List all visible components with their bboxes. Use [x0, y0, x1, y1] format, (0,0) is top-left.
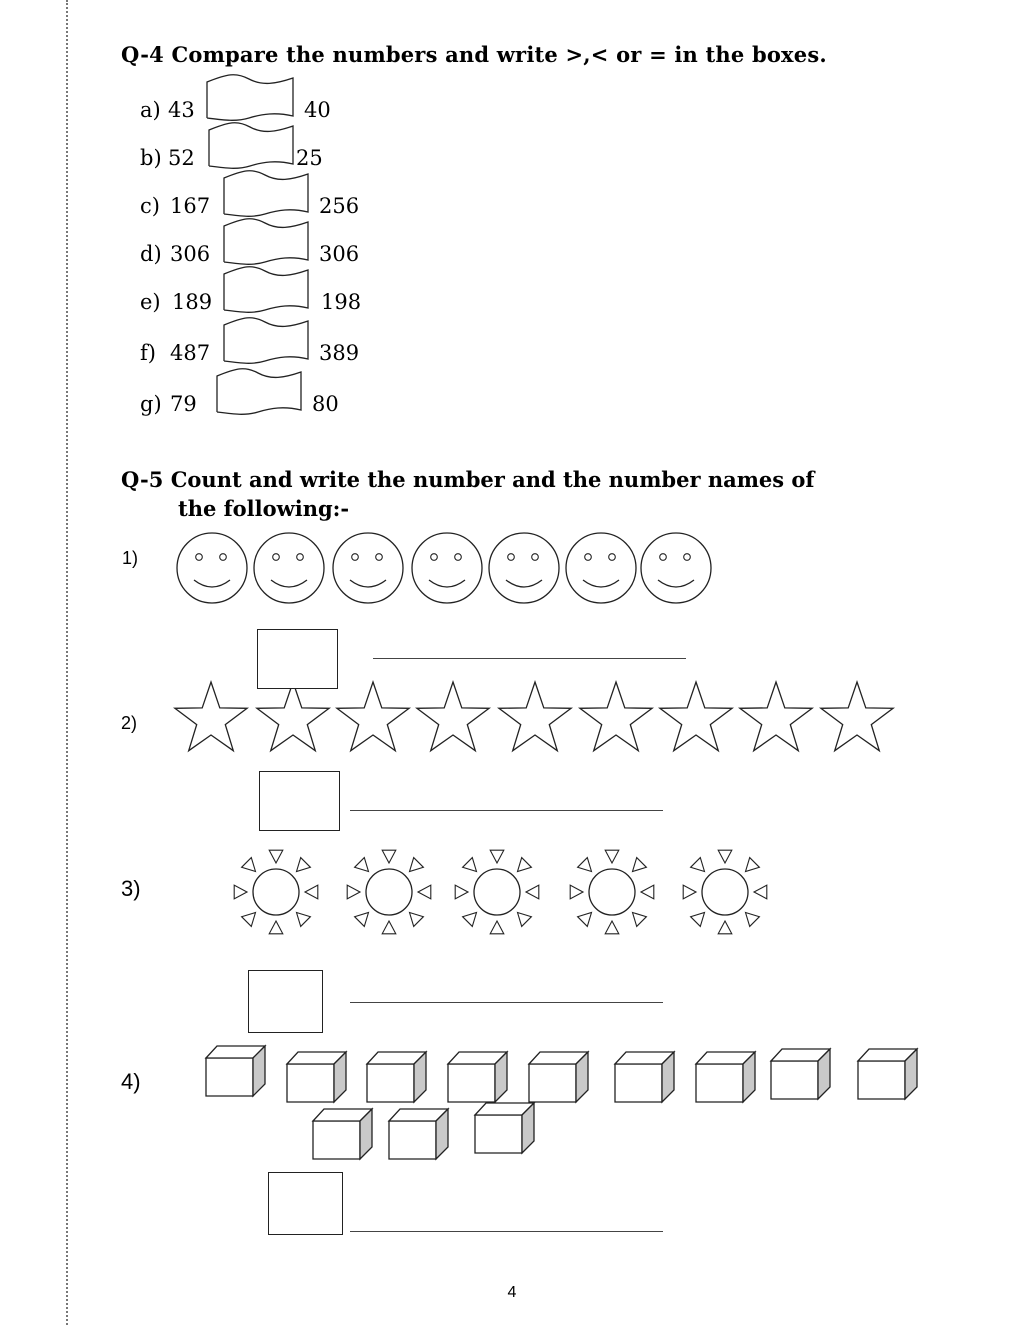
q4-right-number: 306: [319, 242, 360, 266]
q4-title: Q-4 Compare the numbers and write >,< or = in the boxes.: [121, 42, 827, 67]
answer-box-4[interactable]: [268, 1172, 343, 1235]
q5-title-line1: Q-5 Count and write the number and the number names of: [121, 467, 815, 492]
answer-line-3[interactable]: [350, 1002, 663, 1003]
sun-icon: [675, 845, 775, 941]
cube-icon: [614, 1050, 678, 1106]
star-icon: [333, 681, 413, 753]
star-icon: [495, 681, 575, 753]
q5-title-line2: the following:-: [178, 496, 350, 521]
answer-box-1[interactable]: [257, 629, 338, 689]
smiley-face-icon: [252, 530, 326, 606]
q4-right-number: 25: [296, 146, 323, 170]
q5-item-3-label: 3): [121, 876, 141, 901]
cube-icon: [528, 1050, 592, 1106]
star-icon: [656, 681, 736, 753]
compare-answer-box[interactable]: [222, 266, 312, 316]
q4-right-number: 80: [312, 392, 339, 416]
cube-icon: [695, 1050, 759, 1106]
cube-icon: [388, 1107, 452, 1163]
q4-item-label: c): [140, 194, 160, 218]
q4-left-number: 306: [170, 242, 211, 266]
compare-answer-box[interactable]: [205, 74, 297, 124]
page-number: 4: [507, 1284, 517, 1301]
answer-box-2[interactable]: [259, 771, 340, 831]
q5-item-4-label: 4): [121, 1069, 141, 1094]
cube-icon: [447, 1050, 511, 1106]
cube-icon: [366, 1050, 430, 1106]
smiley-face-icon: [487, 530, 561, 606]
smiley-face-icon: [410, 530, 484, 606]
sun-icon: [562, 845, 662, 941]
star-icon: [171, 681, 251, 753]
cube-icon: [857, 1047, 921, 1103]
q4-right-number: 198: [321, 290, 362, 314]
q4-item-label: f): [140, 341, 156, 365]
q4-left-number: 167: [170, 194, 211, 218]
q4-left-number: 487: [170, 341, 211, 365]
smiley-face-icon: [175, 530, 249, 606]
q4-right-number: 256: [319, 194, 360, 218]
margin-dotted-line: [66, 0, 68, 1325]
smiley-face-icon: [564, 530, 638, 606]
compare-answer-box[interactable]: [207, 122, 297, 172]
q4-item-label: a): [140, 98, 161, 122]
answer-line-1[interactable]: [373, 658, 686, 659]
q5-item-1-label: 1): [122, 548, 139, 568]
smiley-face-icon: [331, 530, 405, 606]
answer-line-4[interactable]: [350, 1231, 663, 1232]
q4-left-number: 79: [170, 392, 197, 416]
cube-icon: [286, 1050, 350, 1106]
q4-right-number: 389: [319, 341, 360, 365]
q4-item-label: b): [140, 146, 162, 170]
compare-answer-box[interactable]: [215, 368, 305, 418]
q4-left-number: 189: [172, 290, 213, 314]
smiley-face-icon: [639, 530, 713, 606]
compare-answer-box[interactable]: [222, 218, 312, 268]
sun-icon: [447, 845, 547, 941]
q4-left-number: 52: [168, 146, 195, 170]
q4-item-label: g): [140, 392, 162, 416]
compare-answer-box[interactable]: [222, 170, 312, 220]
star-icon: [736, 681, 816, 753]
q5-item-2-label: 2): [121, 713, 138, 733]
compare-answer-box[interactable]: [222, 317, 312, 367]
q4-right-number: 40: [304, 98, 331, 122]
cube-icon: [474, 1101, 538, 1157]
q4-item-label: d): [140, 242, 162, 266]
cube-icon: [205, 1044, 269, 1100]
cube-icon: [312, 1107, 376, 1163]
star-icon: [413, 681, 493, 753]
sun-icon: [339, 845, 439, 941]
answer-line-2[interactable]: [350, 810, 663, 811]
star-icon: [253, 681, 333, 753]
q4-left-number: 43: [168, 98, 195, 122]
cube-icon: [770, 1047, 834, 1103]
answer-box-3[interactable]: [248, 970, 323, 1033]
star-icon: [817, 681, 897, 753]
star-icon: [576, 681, 656, 753]
q4-item-label: e): [140, 290, 161, 314]
sun-icon: [226, 845, 326, 941]
